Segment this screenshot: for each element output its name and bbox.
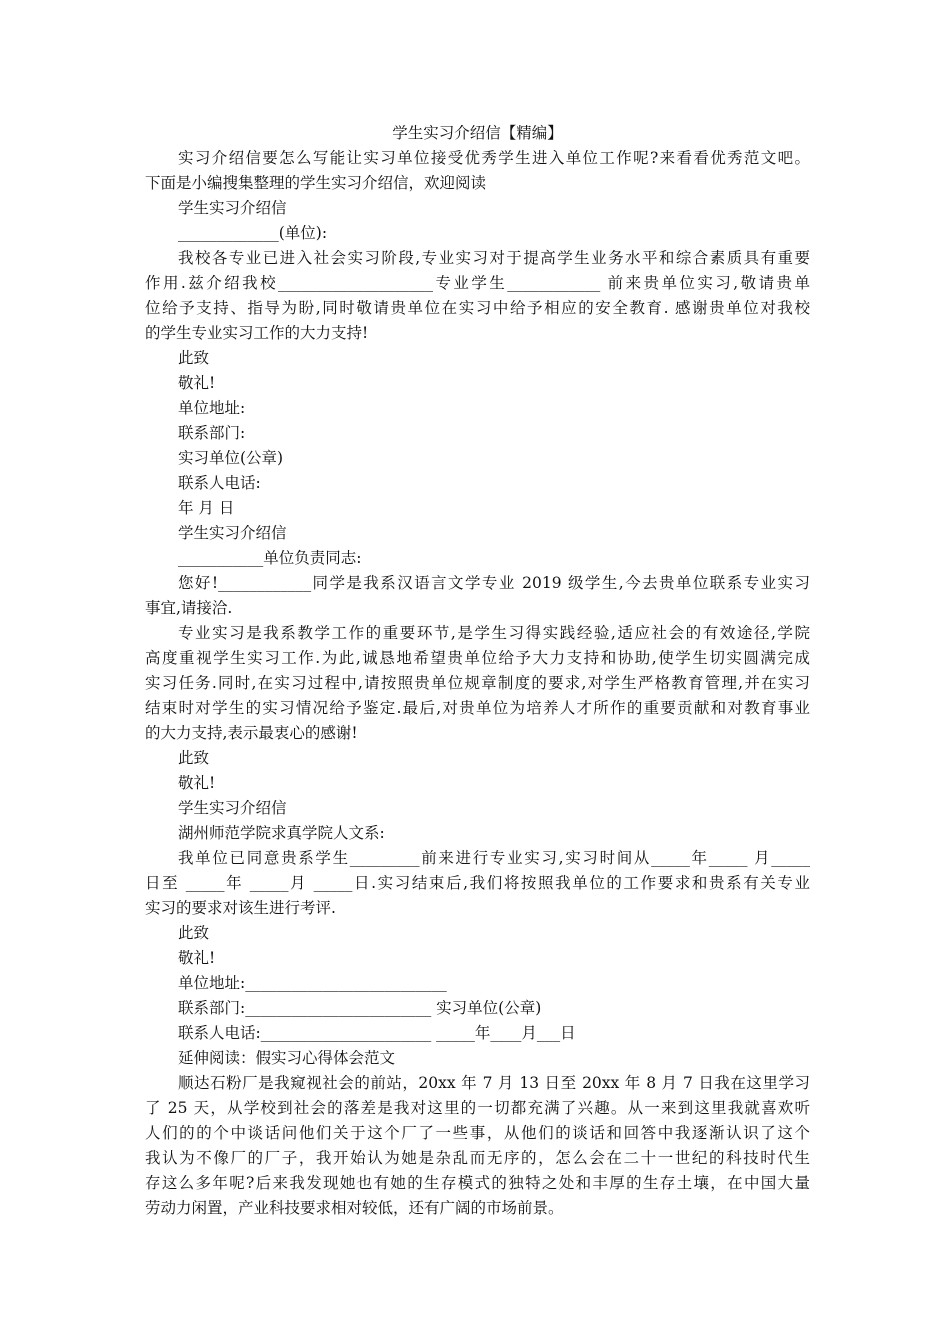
text-line: 您好!____________同学是我系汉语言文学专业 2019 级学生,今去贵单位联系专业实习 [178, 574, 810, 592]
text-line: 实习任务.同时,在实习过程中,请按照贵单位规章制度的要求,对学生严格教育管理,并在实习 [145, 674, 810, 692]
text-line: 作用.兹介绍我校____________________专业学生____________ 前来贵单位实习,敬请贵单 [145, 274, 810, 292]
text-line: 单位地址:__________________________ [178, 974, 447, 992]
text-line: 日至 _____年 _____月 _____日.实习结束后,我们将按照我单位的工作要求和贵系有关专业 [145, 874, 810, 892]
text-line: 专业实习是我系教学工作的重要环节,是学生习得实践经验,适应社会的有效途径,学院 [178, 624, 810, 642]
text-line: 高度重视学生实习工作.为此,诚恳地希望贵单位给予大力支持和协助,使学生切实圆满完成 [145, 649, 810, 667]
text-line: 学生实习介绍信 [178, 799, 287, 817]
text-line: 联系部门:________________________ 实习单位(公章) [178, 999, 542, 1017]
text-line: 联系部门: [178, 424, 246, 442]
text-line: 的学生专业实习工作的大力支持! [145, 324, 369, 342]
text-line: 人们的的个中谈话问他们关于这个厂了一些事，从他们的谈话和回答中我逐渐认识了这个 [145, 1124, 810, 1142]
document-page [145, 121, 810, 1221]
text-line: 实习的要求对该生进行考评. [145, 899, 336, 917]
text-line: _____________(单位): [178, 224, 328, 242]
text-line: 此致 [178, 749, 210, 767]
text-line: 学生实习介绍信 [178, 524, 287, 542]
document-body [145, 146, 810, 1221]
text-line: 敬礼! [178, 774, 216, 792]
text-line: 我校各专业已进入社会实习阶段,专业实习对于提高学生业务水平和综合素质具有重要 [178, 249, 810, 267]
text-line: 实习介绍信要怎么写能让实习单位接受优秀学生进入单位工作呢?来看看优秀范文吧。 [178, 149, 810, 167]
text-line: 结束时对学生的实习情况给予鉴定.最后,对贵单位为培养人才所作的重要贡献和对教育事业 [145, 699, 810, 717]
text-line: 顺达石粉厂是我窥视社会的前站，20xx 年 7 月 13 日至 20xx 年 8 月 7 日我在这里学习 [178, 1074, 810, 1092]
text-line: 敬礼! [178, 374, 216, 392]
text-line: 联系人电话: [178, 474, 261, 492]
text-line: 湖州师范学院求真学院人文系: [178, 824, 385, 842]
text-line: 此致 [178, 349, 210, 367]
text-line: 实习单位(公章) [178, 449, 284, 467]
text-line: 此致 [178, 924, 210, 942]
text-line: 敬礼! [178, 949, 216, 967]
text-line: 存这么多年呢?后来我发现她也有她的生存模式的独特之处和丰厚的生存土壤，在中国大量 [145, 1174, 810, 1192]
text-line: 延伸阅读：假实习心得体会范文 [178, 1049, 396, 1067]
text-line: 我认为不像厂的厂子，我开始认为她是杂乱而无序的，怎么会在二十一世纪的科技时代生 [145, 1149, 810, 1167]
text-line: 我单位已同意贵系学生_________前来进行专业实习,实习时间从_____年_____ 月_____ [178, 849, 810, 867]
text-line: 年 月 日 [178, 499, 235, 517]
text-line: 下面是小编搜集整理的学生实习介绍信，欢迎阅读 [145, 174, 487, 192]
text-line: ___________单位负责同志: [178, 549, 362, 567]
text-line: 了 25 天，从学校到社会的落差是我对这里的一切都充满了兴趣。从一来到这里我就喜欢听 [145, 1099, 810, 1117]
text-line: 单位地址: [178, 399, 246, 417]
text-line: 劳动力闲置，产业科技要求相对较低，还有广阔的市场前景。 [145, 1199, 564, 1217]
text-line: 联系人电话:______________________ _____年____月___日 [178, 1024, 576, 1042]
text-line: 学生实习介绍信 [178, 199, 287, 217]
document-title: 学生实习介绍信【精编】 [392, 124, 563, 142]
text-line: 的大力支持,表示最衷心的感谢! [145, 724, 358, 742]
text-line: 位给予支持、指导为盼,同时敬请贵单位在实习中给予相应的安全教育. 感谢贵单位对我校 [145, 299, 810, 317]
text-line: 事宜,请接洽. [145, 599, 233, 617]
